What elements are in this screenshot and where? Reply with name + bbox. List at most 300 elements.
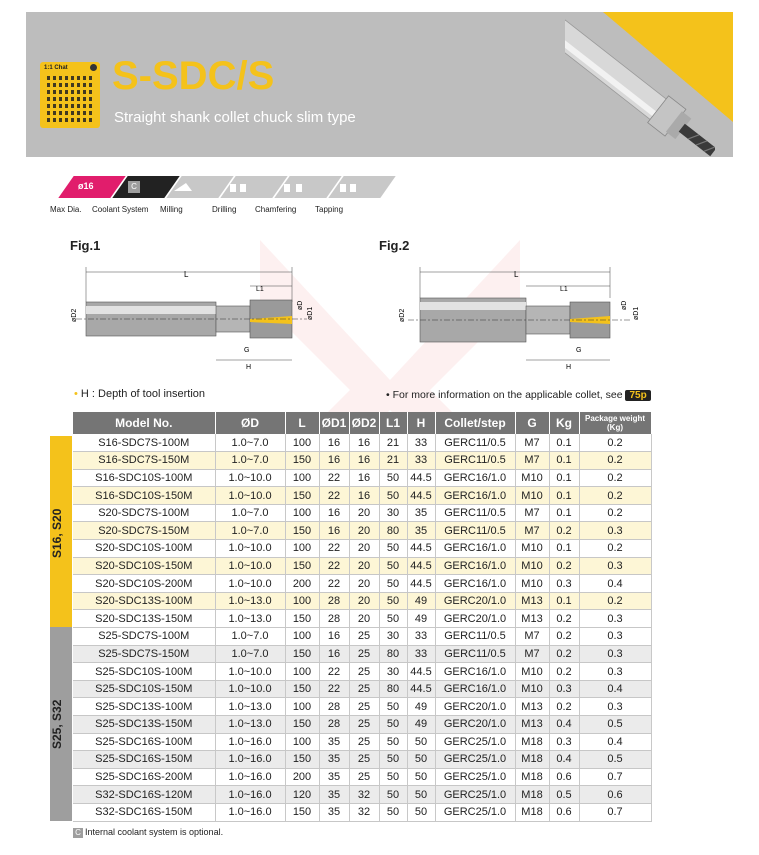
table-cell: 0.4 [549, 751, 579, 769]
fig1-label-D2: øD2 [71, 308, 78, 322]
qr-label: 1:1 Chat [44, 65, 68, 71]
table-cell: GERC25/1.0 [435, 803, 515, 821]
coolant-icon: C [73, 828, 83, 838]
tag-label-coolant: Coolant System [92, 205, 149, 214]
table-cell: S25-SDC7S-100M [73, 628, 215, 646]
table-cell: 28 [319, 716, 349, 734]
table-cell: 80 [379, 680, 407, 698]
table-cell: 0.3 [579, 663, 651, 681]
table-cell: 100 [285, 469, 319, 487]
table-cell: 22 [319, 663, 349, 681]
table-cell: GERC11/0.5 [435, 645, 515, 663]
table-cell: 0.2 [579, 540, 651, 558]
table-cell: 0.3 [579, 645, 651, 663]
table-cell: 1.0~7.0 [215, 645, 285, 663]
table-row [73, 716, 651, 734]
fig2-title: Fig.2 [379, 238, 410, 253]
table-cell: 50 [379, 557, 407, 575]
col-header: Package weight (Kg) [579, 412, 651, 434]
fig1-label-H: H [246, 364, 252, 371]
table-cell: 50 [379, 716, 407, 734]
table-cell: 33 [407, 645, 435, 663]
table-cell: 44.5 [407, 557, 435, 575]
table-cell: GERC16/1.0 [435, 663, 515, 681]
table-cell: 100 [285, 592, 319, 610]
table-cell: 100 [285, 540, 319, 558]
h-note [74, 388, 205, 400]
table-cell: 0.3 [579, 628, 651, 646]
fig2-label-D1: øD1 [633, 306, 640, 320]
collet-page-link[interactable]: 75p [625, 390, 650, 401]
table-cell: 150 [285, 751, 319, 769]
table-cell: 80 [379, 522, 407, 540]
table-cell: GERC16/1.0 [435, 680, 515, 698]
table-cell: 1.0~10.0 [215, 575, 285, 593]
table-cell: 100 [285, 504, 319, 522]
group-label-s25-s32: S25, S32 [50, 699, 64, 749]
table-cell: GERC11/0.5 [435, 522, 515, 540]
table-cell: 1.0~10.0 [215, 487, 285, 505]
table-cell: 0.5 [579, 751, 651, 769]
table-cell: 0.1 [549, 469, 579, 487]
table-cell: GERC16/1.0 [435, 557, 515, 575]
table-cell: GERC16/1.0 [435, 540, 515, 558]
table-cell: 1.0~7.0 [215, 452, 285, 470]
table-cell: 100 [285, 663, 319, 681]
table-cell: 50 [379, 575, 407, 593]
table-cell: 0.4 [579, 575, 651, 593]
table-cell: M7 [515, 452, 549, 470]
table-cell: M7 [515, 522, 549, 540]
table-cell: 100 [285, 698, 319, 716]
table-cell: 0.6 [549, 803, 579, 821]
table-cell: GERC25/1.0 [435, 786, 515, 804]
table-cell: 25 [349, 768, 379, 786]
table-cell: 32 [349, 786, 379, 804]
table-row [73, 557, 651, 575]
table-cell: M13 [515, 592, 549, 610]
table-row [73, 733, 651, 751]
table-cell: M7 [515, 628, 549, 646]
qr-pattern-overlay [47, 76, 93, 122]
table-cell: 25 [349, 680, 379, 698]
table-cell: 150 [285, 716, 319, 734]
fig2-label-D2: øD2 [399, 308, 406, 322]
table-cell: M13 [515, 698, 549, 716]
table-cell: M10 [515, 487, 549, 505]
fig2-diagram [380, 262, 650, 372]
table-cell: 30 [379, 663, 407, 681]
table-cell: 50 [379, 786, 407, 804]
table-cell: 1.0~7.0 [215, 628, 285, 646]
group-label-s16-s20: S16, S20 [50, 508, 64, 558]
table-cell: 100 [285, 434, 319, 452]
table-cell: GERC16/1.0 [435, 575, 515, 593]
table-cell: 35 [319, 786, 349, 804]
table-cell: 50 [407, 768, 435, 786]
table-cell: GERC16/1.0 [435, 469, 515, 487]
table-cell: M18 [515, 733, 549, 751]
table-cell: M10 [515, 540, 549, 558]
table-cell: 50 [379, 803, 407, 821]
tag-label-max-dia: Max Dia. [50, 205, 82, 214]
table-cell: 150 [285, 557, 319, 575]
table-cell: 49 [407, 716, 435, 734]
table-cell: 0.5 [579, 716, 651, 734]
table-row [73, 663, 651, 681]
table-row [73, 487, 651, 505]
table-cell: 0.2 [579, 434, 651, 452]
table-cell: 0.3 [549, 680, 579, 698]
table-row [73, 540, 651, 558]
table-cell: 0.1 [549, 434, 579, 452]
table-cell: 150 [285, 452, 319, 470]
table-cell: 50 [379, 592, 407, 610]
table-cell: 0.2 [549, 522, 579, 540]
table-cell: 0.1 [549, 487, 579, 505]
table-cell: 100 [285, 628, 319, 646]
table-cell: 35 [319, 803, 349, 821]
drilling-icon [230, 184, 236, 192]
table-cell: 150 [285, 487, 319, 505]
table-cell: 50 [407, 733, 435, 751]
table-cell: 1.0~10.0 [215, 663, 285, 681]
table-cell: 49 [407, 610, 435, 628]
table-cell: 30 [379, 628, 407, 646]
table-cell: 0.2 [549, 645, 579, 663]
table-cell: M18 [515, 786, 549, 804]
table-cell: S20-SDC7S-150M [73, 522, 215, 540]
table-cell: 28 [319, 698, 349, 716]
table-cell: 1.0~7.0 [215, 504, 285, 522]
table-cell: 150 [285, 645, 319, 663]
table-cell: GERC11/0.5 [435, 434, 515, 452]
milling-icon [174, 183, 192, 191]
table-cell: 1.0~16.0 [215, 768, 285, 786]
tag-label-milling: Milling [160, 205, 183, 214]
page-subtitle: Straight shank collet chuck slim type [114, 109, 356, 126]
table-cell: 22 [319, 487, 349, 505]
fig2-label-D: øD [621, 300, 628, 310]
table-cell: 0.4 [579, 733, 651, 751]
table-cell: 16 [349, 434, 379, 452]
table-cell: 0.3 [549, 575, 579, 593]
table-cell: 50 [379, 733, 407, 751]
table-cell: 25 [349, 751, 379, 769]
tool-holder-image [565, 10, 715, 180]
table-cell: M10 [515, 575, 549, 593]
table-cell: 25 [349, 628, 379, 646]
table-cell: 21 [379, 434, 407, 452]
tag-label-drilling: Drilling [212, 205, 237, 214]
table-cell: 1.0~7.0 [215, 522, 285, 540]
table-cell: 35 [407, 522, 435, 540]
fig1-label-G: G [244, 347, 250, 354]
table-cell: 21 [379, 452, 407, 470]
table-cell: 49 [407, 698, 435, 716]
table-cell: 16 [349, 452, 379, 470]
table-cell: 16 [319, 628, 349, 646]
table-cell: 25 [349, 645, 379, 663]
table-cell: 0.2 [579, 469, 651, 487]
table-cell: S20-SDC10S-150M [73, 557, 215, 575]
table-cell: S25-SDC13S-150M [73, 716, 215, 734]
chamfering-icon [284, 184, 290, 192]
table-cell: S25-SDC16S-100M [73, 733, 215, 751]
table-cell: 50 [379, 751, 407, 769]
fig1-label-D: øD [297, 300, 304, 310]
table-cell: 22 [319, 680, 349, 698]
table-cell: M10 [515, 469, 549, 487]
table-cell: 0.4 [549, 716, 579, 734]
table-cell: S16-SDC10S-100M [73, 469, 215, 487]
table-cell: 1.0~13.0 [215, 716, 285, 734]
table-cell: 50 [379, 487, 407, 505]
table-cell: 0.3 [579, 557, 651, 575]
table-cell: 20 [349, 557, 379, 575]
table-cell: 200 [285, 575, 319, 593]
table-cell: GERC11/0.5 [435, 628, 515, 646]
table-row [73, 628, 651, 646]
table-cell: 35 [407, 504, 435, 522]
fig1-label-L1: L1 [256, 286, 264, 293]
table-cell: 0.3 [549, 733, 579, 751]
table-row [73, 786, 651, 804]
table-row [73, 680, 651, 698]
table-cell: S32-SDC16S-150M [73, 803, 215, 821]
fig2-label-L: L [514, 270, 519, 279]
fig2-label-L1: L1 [560, 286, 568, 293]
fig1-label-L: L [184, 270, 189, 279]
tag-label-chamfering: Chamfering [255, 205, 297, 214]
table-cell: S20-SDC7S-100M [73, 504, 215, 522]
table-cell: 35 [319, 733, 349, 751]
table-cell: S25-SDC10S-150M [73, 680, 215, 698]
table-cell: 22 [319, 575, 349, 593]
table-cell: S25-SDC16S-150M [73, 751, 215, 769]
table-body [73, 434, 651, 821]
table-cell: 16 [319, 645, 349, 663]
table-row [73, 575, 651, 593]
table-cell: 44.5 [407, 487, 435, 505]
table-cell: M10 [515, 557, 549, 575]
table-cell: 0.5 [549, 786, 579, 804]
table-cell: M18 [515, 803, 549, 821]
table-cell: 200 [285, 768, 319, 786]
footnote-text: Internal coolant system is optional. [85, 827, 224, 837]
table-cell: 22 [319, 557, 349, 575]
table-cell: 50 [407, 751, 435, 769]
table-cell: 1.0~10.0 [215, 469, 285, 487]
table-cell: 0.1 [549, 504, 579, 522]
table-cell: GERC20/1.0 [435, 610, 515, 628]
table-cell: 0.2 [549, 698, 579, 716]
col-header: ØD1 [319, 412, 349, 434]
spec-table [73, 412, 652, 822]
table-cell: 20 [349, 592, 379, 610]
table-cell: S20-SDC13S-150M [73, 610, 215, 628]
table-cell: 50 [407, 803, 435, 821]
table-cell: 30 [379, 504, 407, 522]
table-cell: 0.3 [579, 610, 651, 628]
col-header: Model No. [73, 412, 215, 434]
table-cell: 20 [349, 522, 379, 540]
table-cell: 44.5 [407, 575, 435, 593]
table-cell: 44.5 [407, 680, 435, 698]
table-cell: 0.2 [579, 504, 651, 522]
table-row [73, 504, 651, 522]
table-row [73, 469, 651, 487]
table-cell: 20 [349, 540, 379, 558]
fig1-label-D1: øD1 [307, 306, 314, 320]
table-cell: 1.0~7.0 [215, 434, 285, 452]
table-cell: 1.0~10.0 [215, 557, 285, 575]
table-cell: 16 [319, 434, 349, 452]
table-cell: 1.0~13.0 [215, 592, 285, 610]
table-cell: 44.5 [407, 469, 435, 487]
table-cell: 1.0~13.0 [215, 610, 285, 628]
table-cell: 1.0~16.0 [215, 786, 285, 804]
table-cell: 0.3 [579, 522, 651, 540]
table-cell: S20-SDC10S-200M [73, 575, 215, 593]
col-header: Collet/step [435, 412, 515, 434]
table-cell: GERC25/1.0 [435, 733, 515, 751]
col-header: H [407, 412, 435, 434]
table-cell: 32 [349, 803, 379, 821]
table-cell: 44.5 [407, 663, 435, 681]
table-cell: 0.1 [549, 452, 579, 470]
table-cell: 33 [407, 628, 435, 646]
table-cell: GERC16/1.0 [435, 487, 515, 505]
table-cell: 16 [319, 504, 349, 522]
table-cell: 0.2 [579, 592, 651, 610]
table-cell: 35 [319, 768, 349, 786]
table-cell: S16-SDC7S-100M [73, 434, 215, 452]
table-cell: 20 [349, 610, 379, 628]
fig2-label-G: G [576, 347, 582, 354]
table-cell: 22 [319, 469, 349, 487]
table-cell: 0.4 [579, 680, 651, 698]
col-header: G [515, 412, 549, 434]
table-cell: GERC25/1.0 [435, 768, 515, 786]
table-cell: 16 [319, 452, 349, 470]
tapping-icon [340, 184, 346, 192]
table-cell: 20 [349, 575, 379, 593]
table-cell: 80 [379, 645, 407, 663]
table-row [73, 751, 651, 769]
table-cell: 1.0~10.0 [215, 540, 285, 558]
fig1-title: Fig.1 [70, 238, 101, 253]
table-cell: M10 [515, 663, 549, 681]
table-cell: S25-SDC13S-100M [73, 698, 215, 716]
h-note-text: H : Depth of tool insertion [80, 388, 206, 400]
table-row [73, 522, 651, 540]
table-cell: 150 [285, 803, 319, 821]
table-row [73, 610, 651, 628]
table-cell: 0.2 [549, 628, 579, 646]
bullet-icon: • [74, 388, 81, 400]
table-cell: 44.5 [407, 540, 435, 558]
table-cell: 25 [349, 663, 379, 681]
col-header: L [285, 412, 319, 434]
table-cell: GERC11/0.5 [435, 504, 515, 522]
table-cell: S25-SDC10S-100M [73, 663, 215, 681]
table-cell: 0.6 [579, 786, 651, 804]
table-row [73, 768, 651, 786]
table-cell: GERC11/0.5 [435, 452, 515, 470]
col-header: L1 [379, 412, 407, 434]
chat-icon [90, 64, 97, 71]
col-header: ØD2 [349, 412, 379, 434]
table-cell: 50 [379, 768, 407, 786]
table-cell: 1.0~10.0 [215, 680, 285, 698]
table-row [73, 592, 651, 610]
table-cell: 50 [407, 786, 435, 804]
table-row [73, 803, 651, 821]
fig2-label-H: H [566, 364, 572, 371]
table-cell: 28 [319, 610, 349, 628]
table-cell: 0.7 [579, 768, 651, 786]
table-cell: 0.2 [549, 663, 579, 681]
page-title: S-SDC/S [112, 54, 275, 98]
table-cell: S16-SDC7S-150M [73, 452, 215, 470]
table-cell: 0.2 [549, 610, 579, 628]
fig1-diagram [62, 262, 322, 372]
qr-code[interactable] [40, 62, 100, 128]
table-cell: GERC25/1.0 [435, 751, 515, 769]
col-header: Kg [549, 412, 579, 434]
table-cell: 0.2 [579, 452, 651, 470]
table-cell: 25 [349, 716, 379, 734]
table-cell: 50 [379, 698, 407, 716]
table-cell: 16 [349, 469, 379, 487]
table-cell: 50 [379, 540, 407, 558]
table-cell: 35 [319, 751, 349, 769]
table-cell: S32-SDC16S-120M [73, 786, 215, 804]
table-cell: GERC20/1.0 [435, 698, 515, 716]
table-cell: M7 [515, 645, 549, 663]
collet-note-text: For more information on the applicable collet, see [392, 389, 623, 401]
table-cell: 100 [285, 733, 319, 751]
table-cell: M13 [515, 610, 549, 628]
table-cell: 0.2 [549, 557, 579, 575]
table-cell: M10 [515, 680, 549, 698]
table-cell: 28 [319, 592, 349, 610]
tag-label-tapping: Tapping [315, 205, 344, 214]
table-cell: 22 [319, 540, 349, 558]
col-header: ØD [215, 412, 285, 434]
table-cell: S25-SDC7S-150M [73, 645, 215, 663]
footnote [73, 827, 223, 838]
table-cell: 1.0~16.0 [215, 751, 285, 769]
table-cell: 0.1 [549, 592, 579, 610]
table-cell: S20-SDC10S-100M [73, 540, 215, 558]
tag-max-dia-value: ø16 [78, 181, 94, 191]
table-cell: M13 [515, 716, 549, 734]
table-cell: M18 [515, 768, 549, 786]
table-cell: 1.0~13.0 [215, 698, 285, 716]
table-cell: 16 [349, 487, 379, 505]
collet-note: • For more information on the applicable collet, see 75p [386, 389, 651, 401]
table-cell: 0.6 [549, 768, 579, 786]
table-cell: 150 [285, 680, 319, 698]
table-cell: GERC20/1.0 [435, 716, 515, 734]
table-cell: 0.1 [549, 540, 579, 558]
table-cell: 49 [407, 592, 435, 610]
table-cell: 0.7 [579, 803, 651, 821]
table-row [73, 645, 651, 663]
table-cell: M18 [515, 751, 549, 769]
